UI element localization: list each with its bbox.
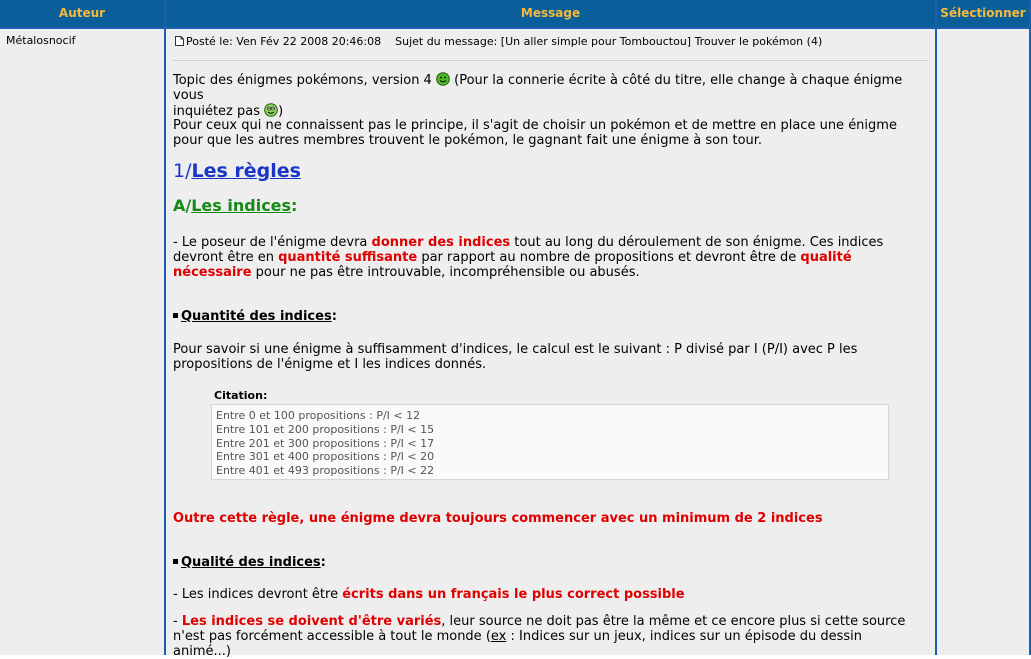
document-icon[interactable] (175, 36, 184, 46)
calc-paragraph: Pour savoir si une énigme à suffisamment d'indices, le calcul est le suivant : P divisé par I (P/I) avec P les propositions de l'énigme et I les indices donnés. (173, 342, 858, 372)
post-subject: Sujet du message: [Un aller simple pour Tombouctou] Trouver le pokémon (4) (395, 35, 823, 48)
bullet-quality-colon: : (320, 555, 326, 570)
heading-indices (173, 196, 923, 216)
citation-label: Citation: (214, 389, 268, 402)
citation-line: Entre 201 et 300 propositions : P/I < 17 (216, 436, 435, 450)
citation-line: Entre 101 et 200 propositions : P/I < 15 (216, 422, 435, 436)
citation-line: Entre 401 et 493 propositions : P/I < 22 (216, 464, 435, 478)
highlight-french: écrits dans un français le plus correct possible (342, 587, 685, 602)
column-header-message: Message (166, 0, 935, 27)
bullet-square-icon (173, 559, 178, 564)
post-header (175, 35, 822, 48)
bullet-quantity-title (173, 309, 923, 324)
highlight-quantity: quantité suffisante (278, 250, 418, 265)
intro-text: Topic des énigmes pokémons, version 4 (173, 73, 432, 88)
rule-paragraph: - Le poseur de l'énigme devra donner des indices tout au long du déroulement de son énigme. Ces indices devront être en quantité suffisante par rapport au nombre de propositions et devront être de qualité nécessaire pour ne pas être introuvable, incompréhensible ou abusés. (173, 235, 884, 280)
smiley-icon (436, 72, 450, 86)
citation-box (211, 404, 889, 480)
citation-line: Entre 301 et 400 propositions : P/I < 20 (216, 450, 435, 464)
smiley-icon (264, 103, 278, 117)
quality-rule-2: - Les indices se doivent d'être variés, leur source ne doit pas être la même et ce encore plus si cette source n'est pas forcément accessible à tout le monde (ex : Indices sur un jeux, indices sur un épisode du dessin animé...) (173, 614, 906, 659)
highlight-quality: qualité nécessaire (173, 250, 852, 280)
heading-rules-prefix: 1/ (173, 160, 192, 182)
author-cell (0, 29, 164, 655)
heading-indices-link: Les indices (191, 196, 292, 215)
bullet-quantity-label: Quantité des indices (181, 309, 332, 324)
author-name[interactable]: Métalosnocif (6, 34, 76, 47)
highlight-give-indices: donner des indices (371, 235, 511, 250)
intro-text-end: inquiétez pas (173, 104, 260, 119)
bullet-square-icon (173, 313, 178, 318)
citation-line: Entre 0 et 100 propositions : P/I < 12 (216, 409, 421, 422)
intro-paragraph (173, 72, 923, 119)
bullet-quantity-colon: : (331, 309, 337, 324)
example-abbrev: ex (490, 629, 507, 644)
heading-indices-prefix: A/ (173, 196, 192, 215)
post-separator (173, 60, 928, 61)
heading-indices-suffix: : (291, 196, 298, 215)
heading-rules-link[interactable]: Les règles (191, 160, 301, 182)
minimum-rule: Outre cette règle, une énigme devra toujours commencer avec un minimum de 2 indices (173, 511, 823, 526)
quality-rule-1: - Les indices devront être écrits dans un français le plus correct possible (173, 587, 685, 602)
select-cell (937, 29, 1029, 655)
principle-paragraph: Pour ceux qui ne connaissent pas le principe, il s'agit de choisir un pokémon et de mettre en place une énigme pour que les autres membres trouvent le pokémon, le gagnant fait une énigme à son tour. (173, 118, 897, 148)
bullet-quality-label: Qualité des indices (181, 555, 321, 570)
column-header-selectionner: Sélectionner (937, 0, 1029, 27)
intro-text-cont: (Pour la connerie écrite à côté du titre, elle change à chaque énigme vous (173, 73, 903, 103)
heading-rules (173, 160, 923, 182)
highlight-varied: Les indices se doivent d'être variés (181, 614, 442, 629)
bullet-quality-title (173, 555, 923, 570)
column-header-auteur: Auteur (0, 0, 164, 27)
intro-paren: ) (278, 104, 284, 119)
post-date: Posté le: Ven Fév 22 2008 20:46:08 (186, 35, 382, 48)
